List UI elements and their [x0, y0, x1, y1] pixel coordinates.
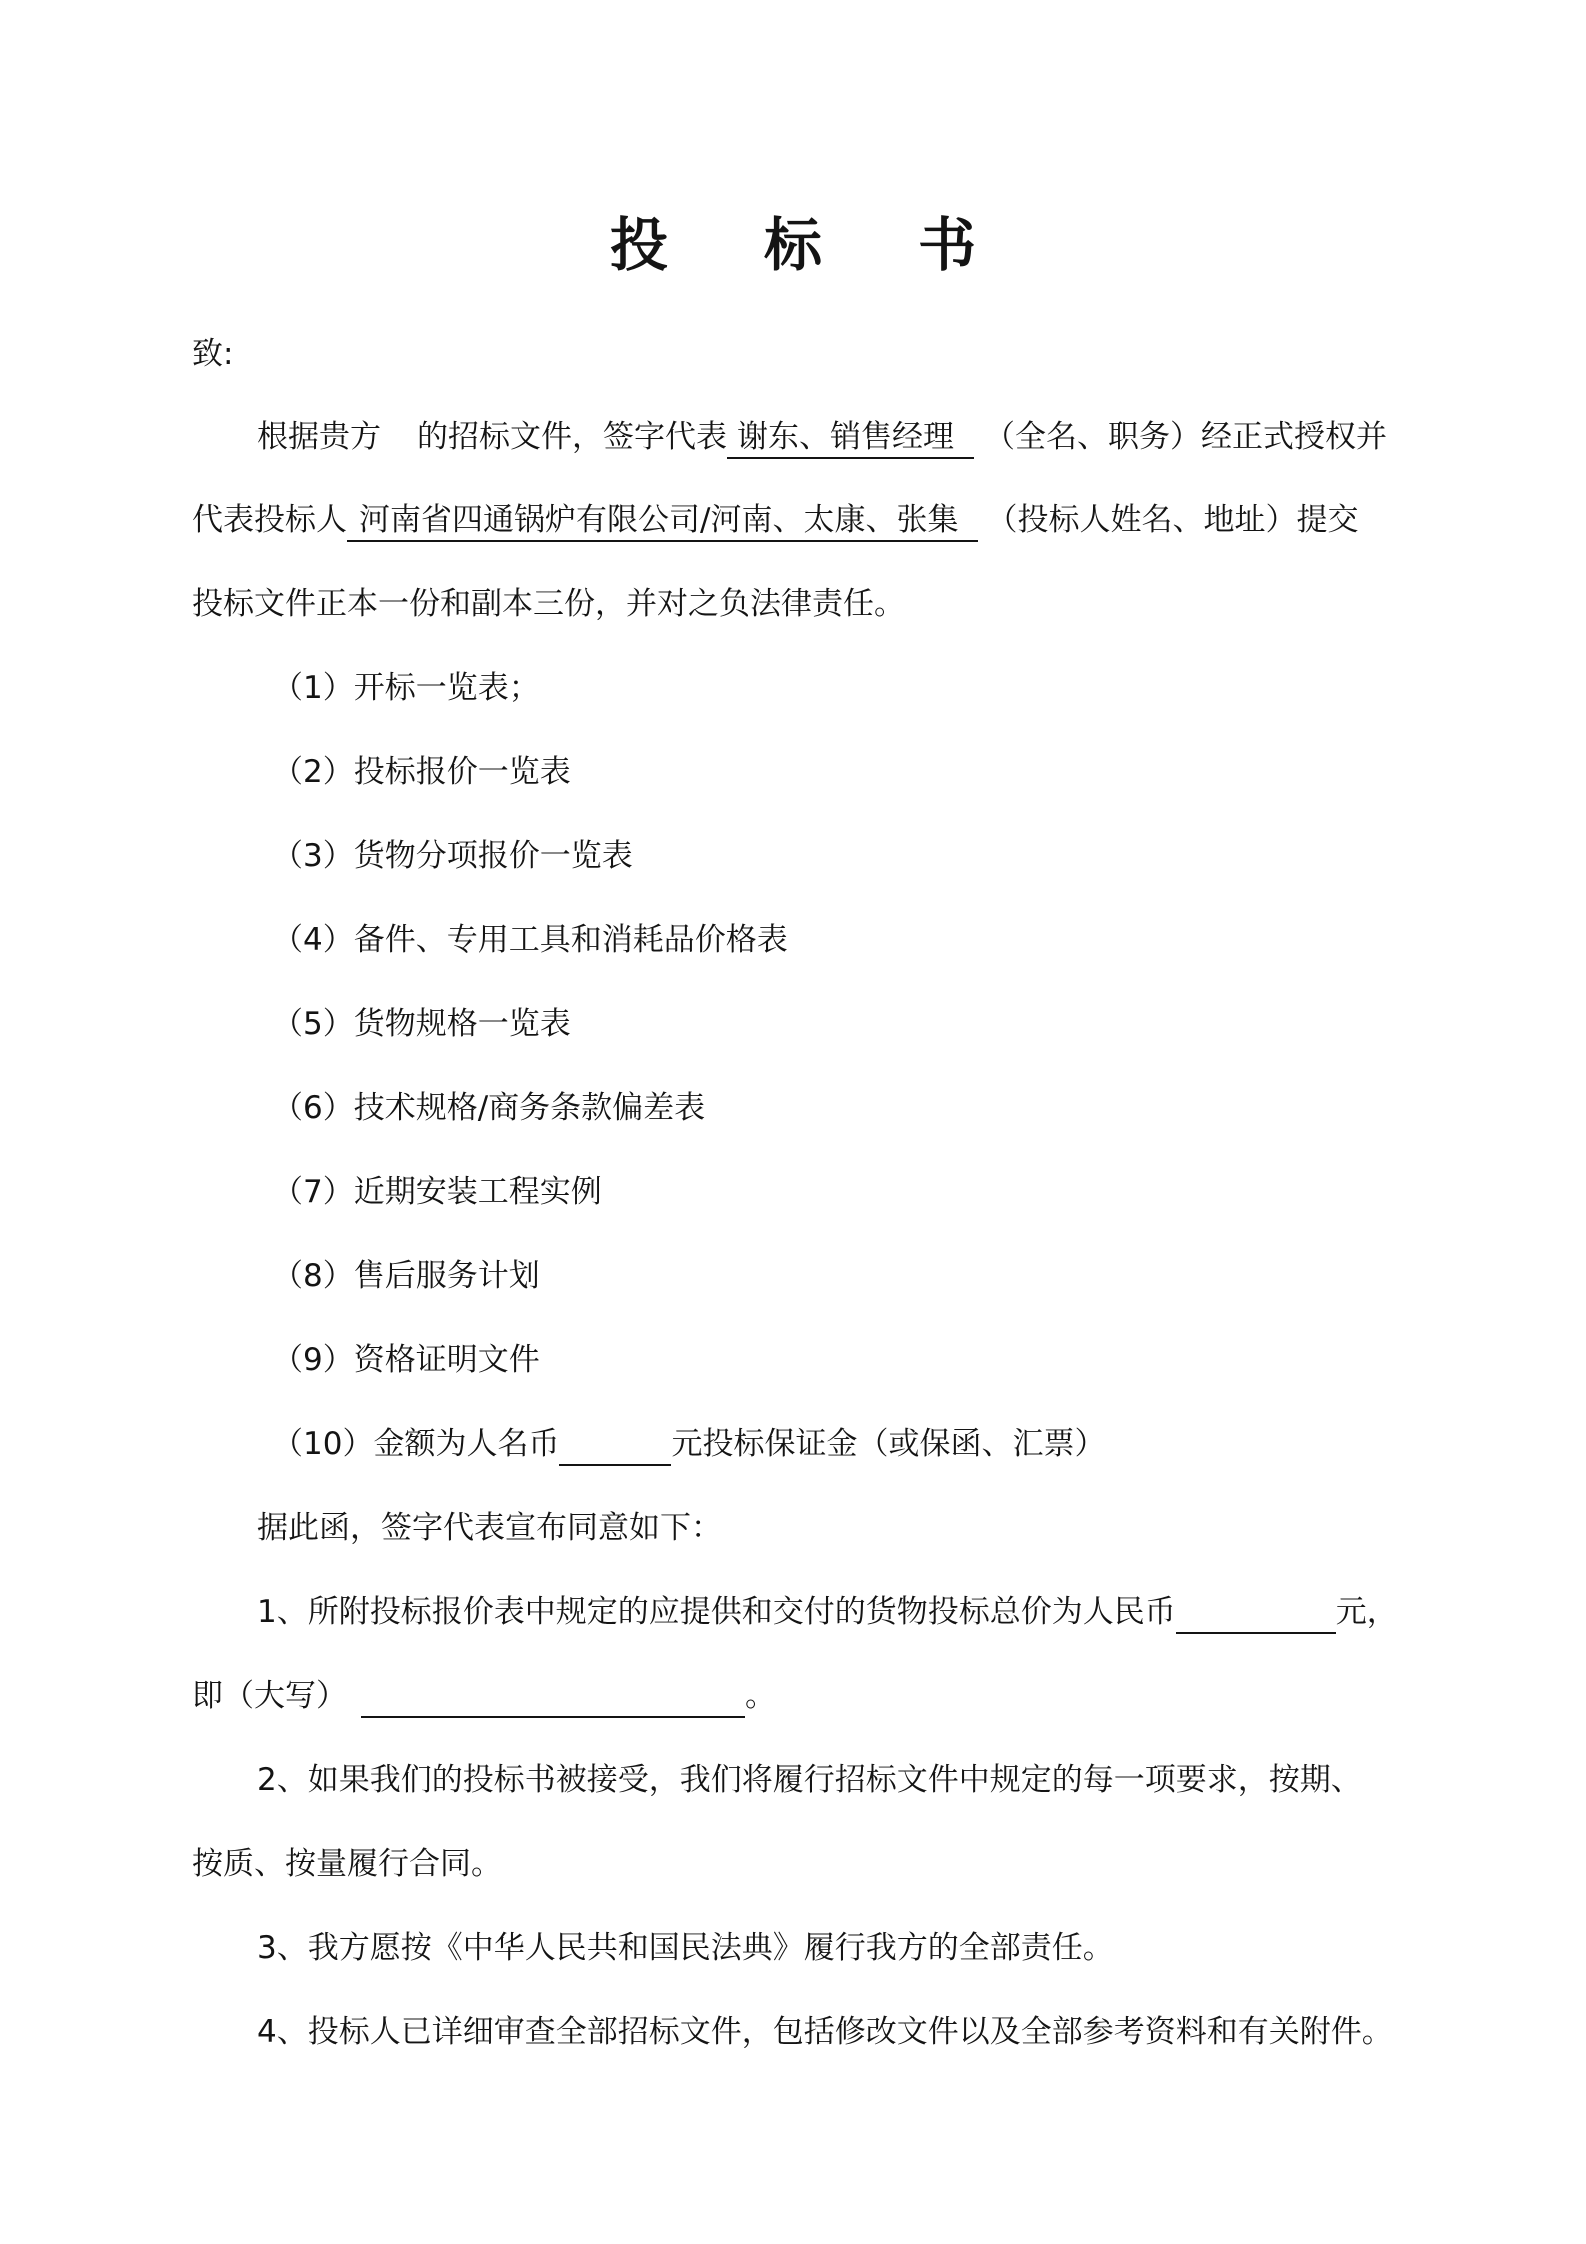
amount-in-words-blank [361, 1680, 745, 1718]
deposit-suffix: 元投标保证金（或保函、汇票） [671, 1426, 1106, 1462]
intro-line-1 [257, 415, 1387, 459]
clause-2-line-2: 按质、按量履行合同。 [192, 1846, 502, 1882]
intro-line-2 [192, 498, 1358, 542]
intro-text-d: 代表投标人 [192, 502, 347, 538]
signer-field [727, 417, 974, 459]
document-item: （8）售后服务计划 [272, 1258, 540, 1294]
clause-3: 3、我方愿按《中华人民共和国民法典》履行我方的全部责任。 [257, 1930, 1114, 1966]
document-item: （1）开标一览表； [272, 670, 540, 706]
deposit-line [272, 1422, 1105, 1466]
total-price-blank [1176, 1596, 1336, 1634]
bidder-value: 河南省四通锅炉有限公司/河南、太康、张集 [359, 502, 959, 538]
document-item: （7）近期安装工程实例 [272, 1174, 602, 1210]
page-title [0, 205, 1586, 285]
document-item: （5）货物规格一览表 [272, 1006, 571, 1042]
intro-line-3: 投标文件正本一份和副本三份，并对之负法律责任。 [192, 586, 905, 622]
intro-text-c: （全名、职务）经正式授权并 [984, 419, 1387, 455]
title-char-3: 书 [918, 211, 977, 279]
clause-1-text-c: 即（大写） [192, 1678, 347, 1714]
clause-1-text-b: 元， [1335, 1594, 1398, 1630]
clause-1-line-1 [257, 1590, 1398, 1634]
intro-text-b: 的招标文件，签字代表 [417, 419, 727, 455]
deposit-prefix: （10）金额为人名币 [272, 1426, 560, 1462]
clause-1-text-a: 1、所附投标报价表中规定的应提供和交付的货物投标总价为人民币 [257, 1594, 1176, 1630]
signer-value: 谢东、销售经理 [737, 419, 954, 455]
bidder-field [347, 500, 978, 542]
document-item: （6）技术规格/商务条款偏差表 [272, 1090, 706, 1126]
title-char-1: 投 [609, 211, 668, 279]
document-item: （2）投标报价一览表 [272, 754, 571, 790]
clause-4: 4、投标人已详细审查全部招标文件，包括修改文件以及全部参考资料和有关附件。 [257, 2014, 1393, 2050]
salutation: 致: [192, 336, 234, 372]
intro-text-e: （投标人姓名、地址）提交 [986, 502, 1359, 538]
clause-2-line-1: 2、如果我们的投标书被接受，我们将履行招标文件中规定的每一项要求，按期、 [257, 1762, 1362, 1798]
document-item: （9）资格证明文件 [272, 1342, 540, 1378]
deposit-amount-blank [559, 1428, 671, 1466]
declaration-intro: 据此函，签字代表宣布同意如下： [257, 1510, 722, 1546]
document-item: （4）备件、专用工具和消耗品价格表 [272, 922, 788, 958]
title-char-2: 标 [763, 211, 822, 279]
clause-1-line-2 [192, 1674, 776, 1718]
document-item: （3）货物分项报价一览表 [272, 838, 633, 874]
intro-text-a: 根据贵方 [257, 419, 381, 455]
clause-1-text-d: 。 [745, 1678, 776, 1714]
